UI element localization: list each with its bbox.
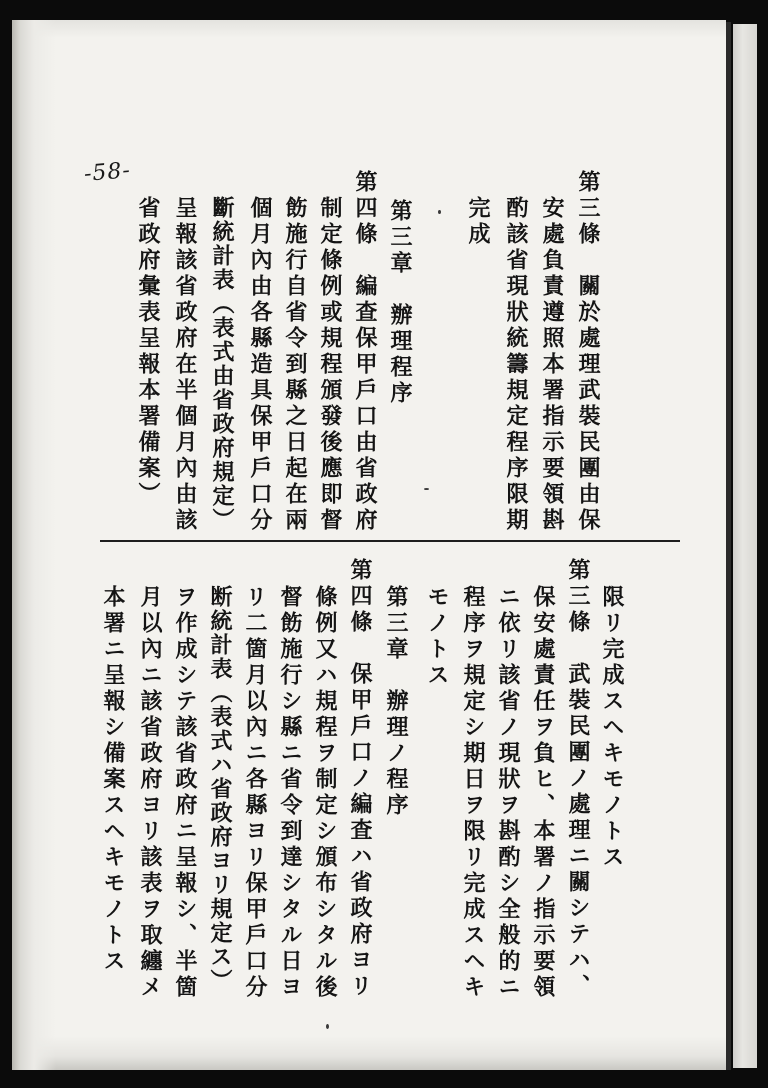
lower-article-4-line-6: ヲ作成シテ該省政府ニ呈報シ、半箇 <box>172 585 198 1001</box>
page-number: -58- <box>82 158 132 187</box>
lower-article-4-line-4: リ二箇月以內ニ各縣ヨリ保甲戶口分 <box>242 585 268 1001</box>
lower-article-4-line-2: 條例又ハ規程ヲ制定シ頒布シタル後 <box>312 585 338 1001</box>
upper-article-4-line-5: 斷統計表（表式由省政府規定） <box>209 196 235 532</box>
lower-carryover-line: 限リ完成スヘキモノトス <box>599 585 625 871</box>
upper-article-3-line-4: 完成 <box>465 196 491 248</box>
lower-article-3-line-3: ニ依リ該省ノ現狀ヲ斟酌シ全般的ニ <box>495 585 521 1001</box>
lower-article-3-line-5: モノトス <box>424 585 450 689</box>
lower-article-4-line-5: 断統計表（表式ハ省政府ヨリ規定ス） <box>207 585 233 993</box>
upper-article-4-line-3: 飭施行自省令到縣之日起在兩 <box>282 196 308 534</box>
lower-article-3-line-4: 程序ヲ規定シ期日ヲ限リ完成スヘキ <box>460 585 486 1001</box>
upper-chapter-3-heading: 第三章 辦理程序 <box>387 199 413 407</box>
lower-article-4-line-7: 月以內ニ該省政府ヨリ該表ヲ取纏メ <box>137 585 163 1001</box>
lower-article-3-line-1: 第三條 武裝民團ノ處理ニ關シテハ、 <box>565 558 591 1000</box>
section-divider <box>100 540 680 542</box>
upper-article-4-line-4: 個月內由各縣造具保甲戶口分 <box>247 196 273 534</box>
page-edge-shadow <box>726 22 731 1070</box>
upper-article-4-line-2: 制定條例或規程頒發後應即督 <box>317 196 343 534</box>
upper-article-3-line-1: 第三條 關於處理武裝民團由保 <box>575 170 601 534</box>
upper-article-4-line-7: 省政府彙表呈報本署備案） <box>135 196 161 508</box>
lower-article-4-line-1: 第四條 保甲戶口ノ編査ハ省政府ヨリ <box>347 558 373 1000</box>
upper-article-4-line-6: 呈報該省政府在半個月內由該 <box>172 196 198 534</box>
scan-speck <box>424 488 429 490</box>
lower-article-3-line-2: 保安處責任ヲ負ヒ、本署ノ指示要領 <box>530 585 556 1001</box>
lower-article-4-line-8: 本署ニ呈報シ備案スヘキモノトス <box>100 585 126 975</box>
lower-article-4-line-3: 督飭施行シ縣ニ省令到達シタル日ヨ <box>277 585 303 1001</box>
scan-speck <box>438 210 441 214</box>
upper-article-3-line-2: 安處負責遵照本署指示要領斟 <box>539 196 565 534</box>
lower-chapter-3-heading: 第三章 辦理ノ程序 <box>383 585 409 819</box>
adjacent-page-edge <box>733 24 757 1068</box>
upper-article-3-line-3: 酌該省現狀統籌規定程序限期 <box>503 196 529 534</box>
scan-speck <box>326 1024 329 1029</box>
upper-article-4-line-1: 第四條 編查保甲戶口由省政府 <box>352 170 378 534</box>
